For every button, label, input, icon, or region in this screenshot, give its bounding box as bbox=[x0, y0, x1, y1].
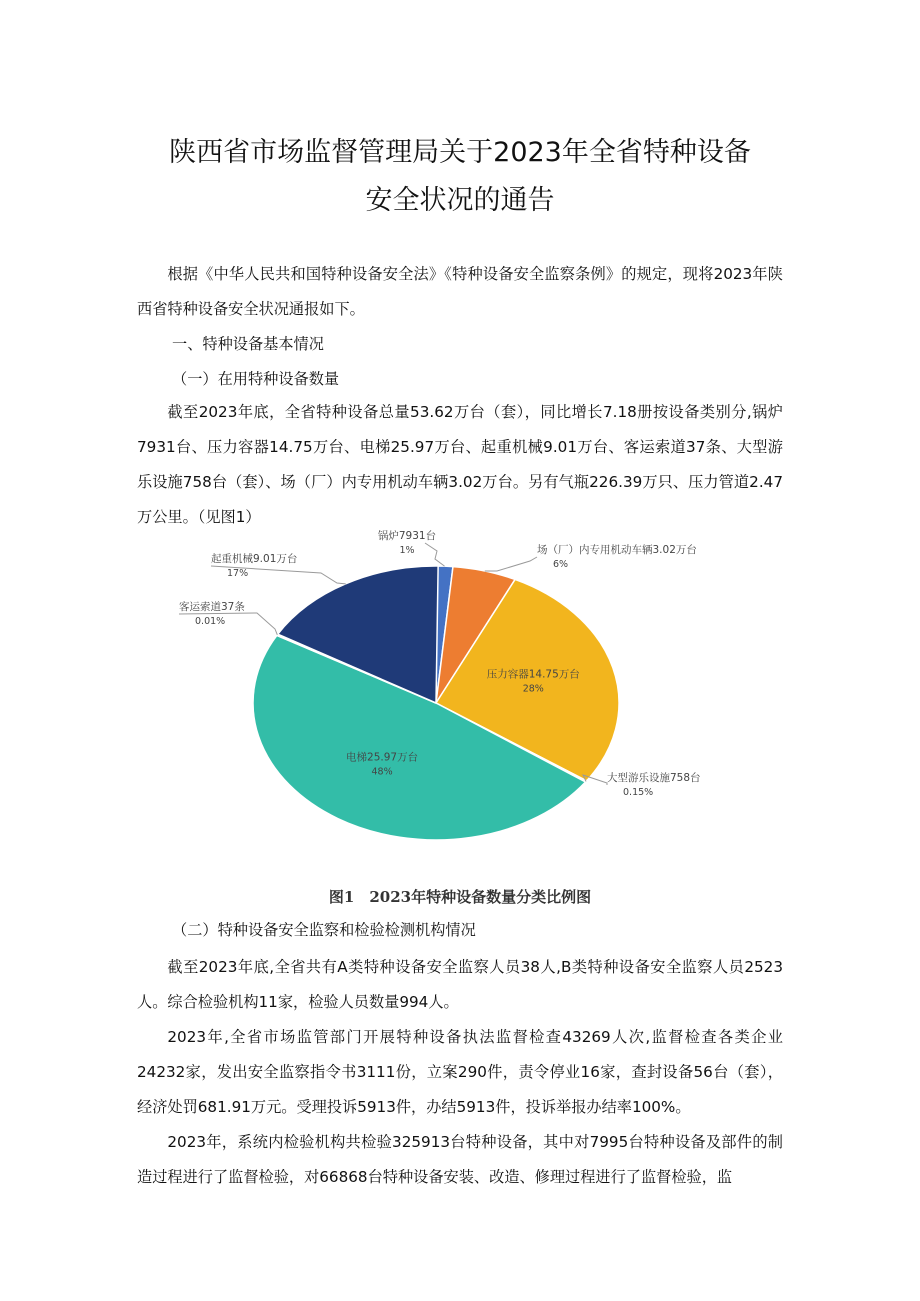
pie-slice-label: 场（厂）内专用机动车辆3.02万台 bbox=[537, 544, 697, 556]
equipment-count-paragraph: 截至2023年底，全省特种设备总量53.62万台（套），同比增长7.18册按设备类别分,锅炉7931台、压力容器14.75万台、电梯25.97万台、起重机械9.01万台、客运索道37条、大型游乐设施758台（套）、场（厂）内专用机动车辆3.02万台。另有气瓶226.39万只、压力管道2.47万公里。（见图1） bbox=[137, 403, 783, 526]
pie-slice-percent: 1% bbox=[399, 545, 415, 556]
pie-slice-label: 客运索道37条 bbox=[179, 601, 245, 613]
pie-slice-label: 大型游乐设施758台 bbox=[607, 772, 701, 784]
pie-leader-line bbox=[179, 613, 277, 635]
section1-sub2-heading: （二）特种设备安全监察和检验检测机构情况 bbox=[172, 921, 476, 939]
pie-slice-percent: 17% bbox=[227, 568, 249, 579]
pie-leader-line bbox=[425, 543, 445, 566]
pie-chart-svg bbox=[137, 525, 783, 855]
pie-leader-line bbox=[485, 557, 537, 571]
pie-slice-percent: 28% bbox=[522, 683, 544, 695]
document-title-line1: 陕西省市场监督管理局关于2023年全省特种设备 bbox=[169, 137, 751, 168]
pie-slice-percent: 0.15% bbox=[623, 787, 654, 798]
enforcement-paragraph: 2023年,全省市场监管部门开展特种设备执法监督检查43269人次,监督检查各类企业24232家，发出安全监察指令书3111份，立案290件，责令停业16家，查封设备56台（套），经济处罚681.91万元。受理投诉5913件，办结5913件，投诉举报办结率100%。 bbox=[137, 1028, 783, 1116]
supervision-staff-paragraph: 截至2023年底,全省共有A类特种设备安全监察人员38人,B类特种设备安全监察人员2523人。综合检验机构11家，检验人员数量994人。 bbox=[137, 958, 783, 1011]
section1-heading: 一、特种设备基本情况 bbox=[172, 335, 324, 353]
section1-sub1-heading: （一）在用特种设备数量 bbox=[172, 370, 340, 388]
document-title-line2: 安全状况的通告 bbox=[365, 185, 555, 216]
inspection-paragraph: 2023年，系统内检验机构共检验325913台特种设备，其中对7995台特种设备及部件的制造过程进行了监督检验，对66868台特种设备安装、改造、修理过程进行了监督检验，监 bbox=[137, 1133, 783, 1186]
figure-caption: 图1 2023年特种设备数量分类比例图 bbox=[328, 888, 592, 906]
pie-chart bbox=[137, 525, 783, 855]
pie-slice-percent: 48% bbox=[371, 766, 393, 778]
pie-slice-percent: 6% bbox=[553, 559, 569, 570]
pie-slice-label: 压力容器14.75万台 bbox=[486, 668, 580, 681]
pie-slice-label: 锅炉7931台 bbox=[377, 530, 437, 542]
pie-slice-label: 电梯25.97万台 bbox=[346, 751, 419, 764]
intro-paragraph: 根据《中华人民共和国特种设备安全法》《特种设备安全监察条例》的规定，现将2023年陕西省特种设备安全状况通报如下。 bbox=[137, 265, 783, 318]
pie-slice-label: 起重机械9.01万台 bbox=[211, 553, 298, 565]
pie-slice-percent: 0.01% bbox=[195, 616, 226, 627]
